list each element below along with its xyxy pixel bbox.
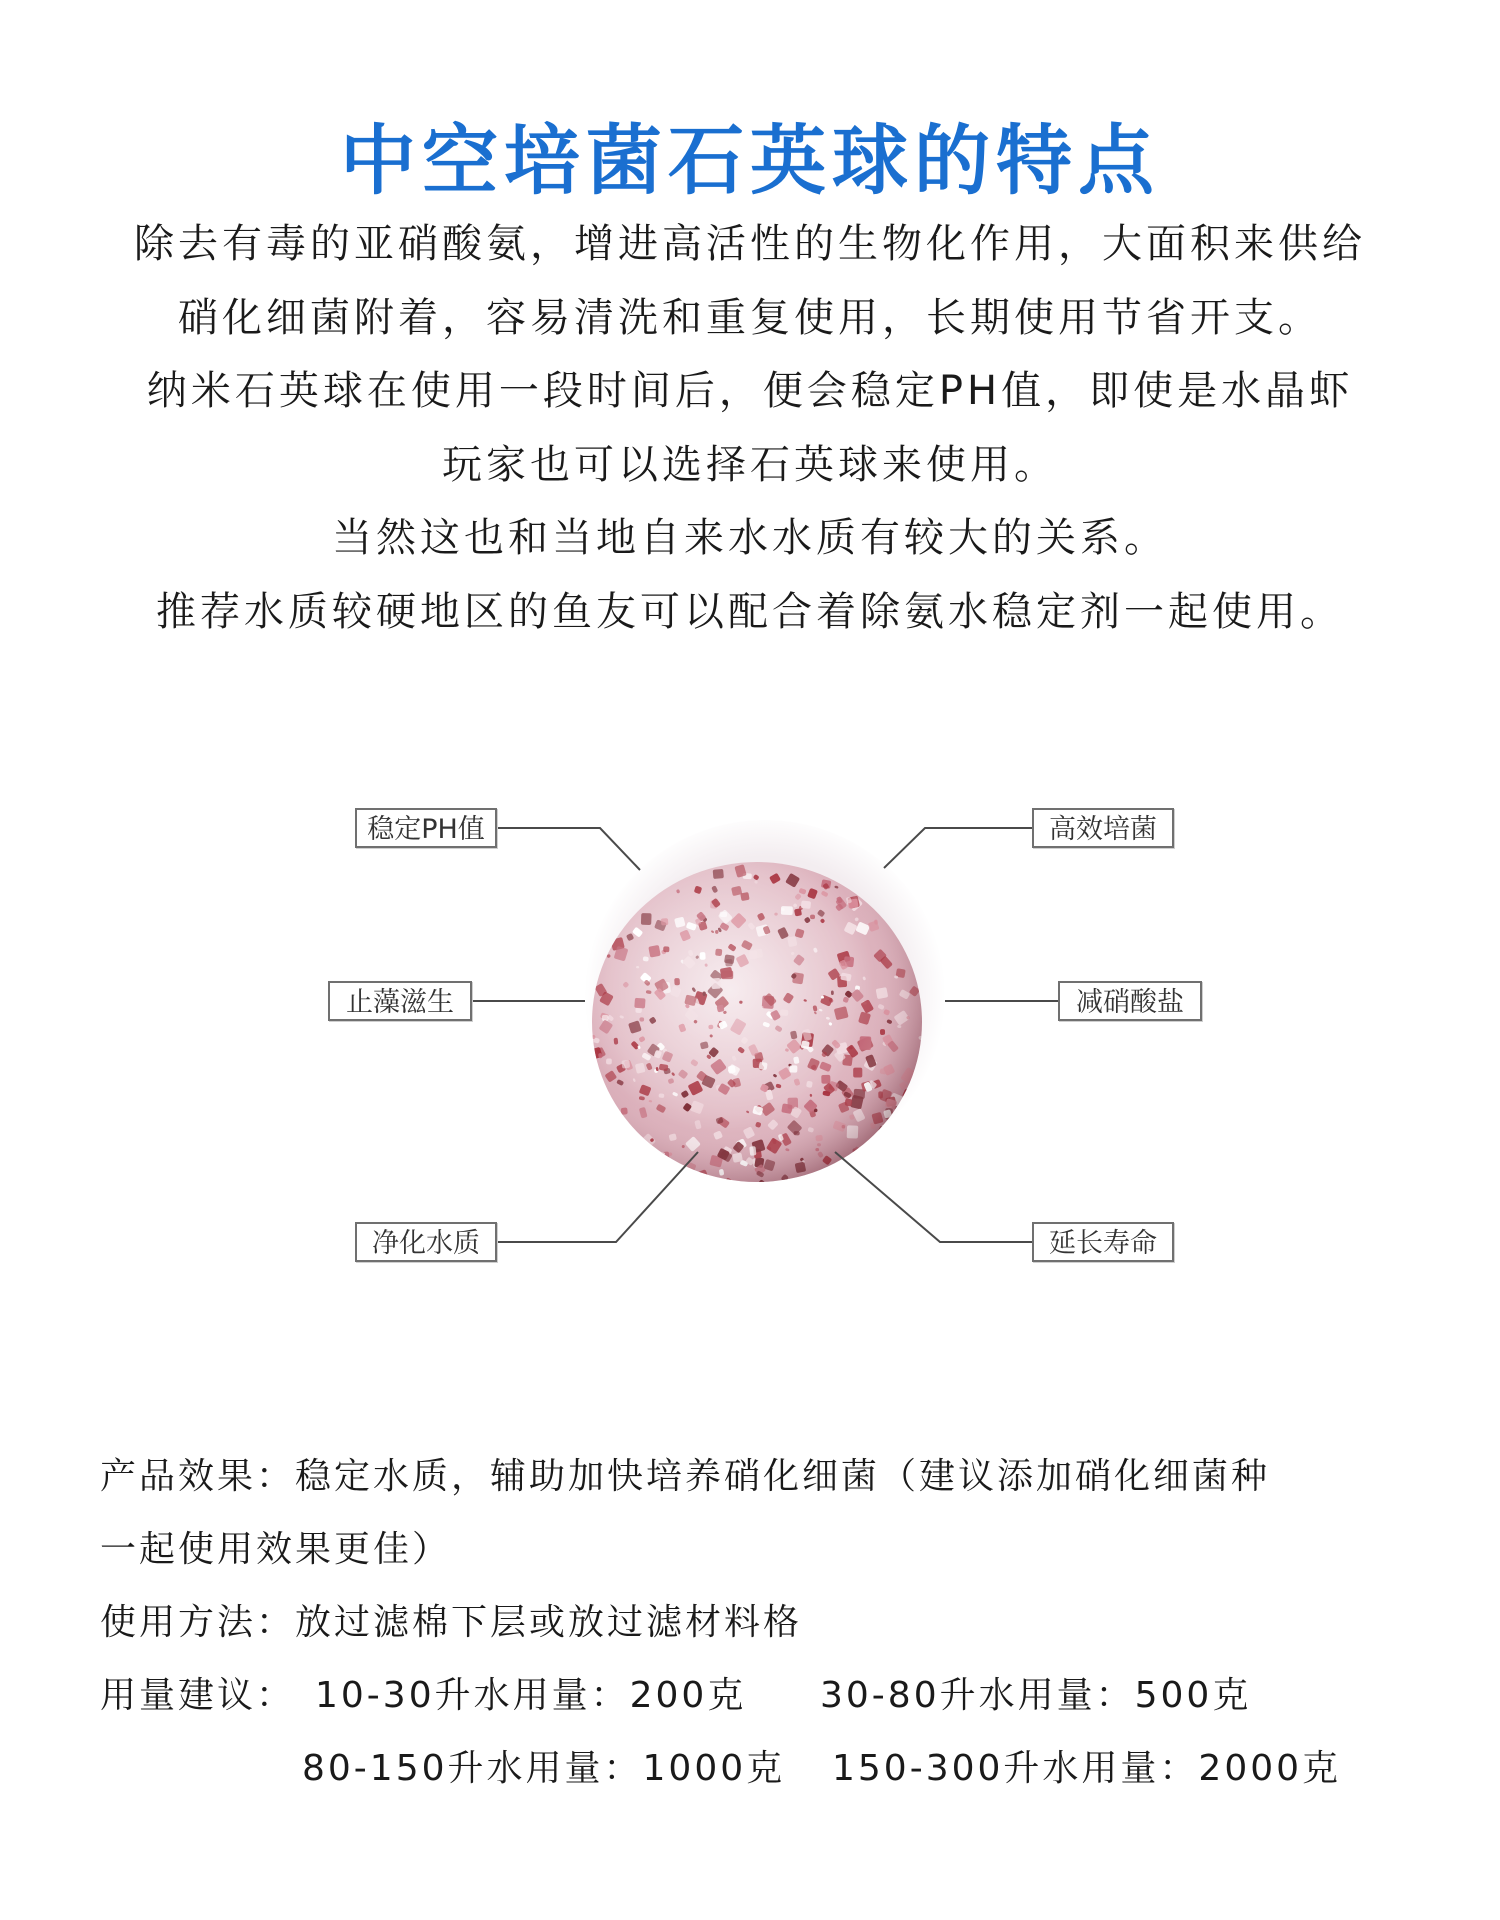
callout-line-top-right [884,828,1032,868]
callout-line-bottom-right [835,1152,1032,1242]
callout-line-bottom-left [496,1152,698,1242]
intro-line: 除去有毒的亚硝酸氨，增进高活性的生物化作用，大面积来供给 [134,221,1366,267]
product-diagram [300,760,1200,1320]
dosage-150-300: 150-300升水用量：2000克 [832,1748,1342,1789]
intro-line: 推荐水质较硬地区的鱼友可以配合着除氨水稳定剂一起使用。 [156,588,1344,635]
label-bacteria: 高效培菌 [1032,808,1174,848]
dosage-80-150: 80-150升水用量：1000克 [302,1748,786,1789]
intro-paragraph [0,208,1500,649]
effect-line-1: 产品效果：稳定水质，辅助加快培养硝化细菌（建议添加硝化细菌种 [100,1456,1271,1497]
product-details [100,1440,1420,1805]
usage-method: 使用方法：放过滤棉下层或放过滤材料格 [100,1602,803,1643]
dosage-prefix: 用量建议： [100,1675,296,1716]
callout-line-top-left [496,828,640,870]
label-nitrate: 减硝酸盐 [1058,981,1202,1021]
label-algae: 止藻滋生 [328,981,472,1021]
dosage-10-30: 10-30升水用量：200克 [315,1675,747,1716]
label-stable-ph: 稳定PH值 [355,808,497,848]
page-title: 中空培菌石英球的特点 [340,116,1160,205]
intro-line: 玩家也可以选择石英球来使用。 [442,441,1058,488]
intro-line: 当然这也和当地自来水水质有较大的关系。 [332,515,1168,561]
label-lifespan: 延长寿命 [1032,1222,1174,1262]
effect-line-2: 一起使用效果更佳） [100,1529,452,1570]
intro-line: 纳米石英球在使用一段时间后，便会稳定PH值，即使是水晶虾 [146,368,1354,414]
label-purify: 净化水质 [355,1222,497,1262]
intro-line: 硝化细菌附着，容易清洗和重复使用，长期使用节省开支。 [178,294,1322,341]
dosage-row-2 [100,1732,1420,1805]
dosage-30-80: 30-80升水用量：500克 [820,1675,1252,1716]
dosage-row-1 [100,1659,1420,1732]
